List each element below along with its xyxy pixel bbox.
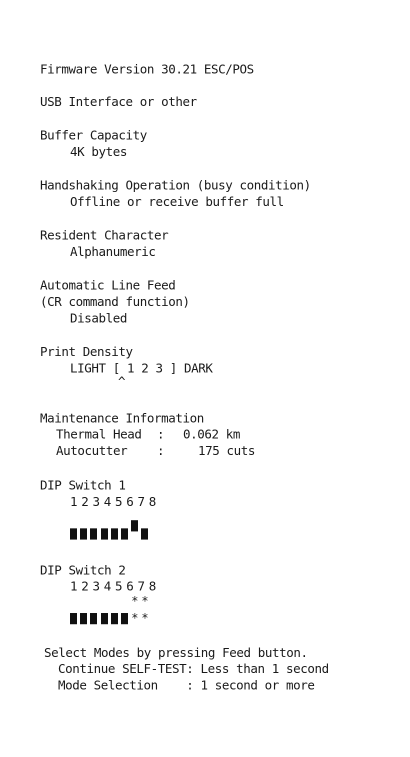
density-marker: ^ <box>118 373 126 389</box>
dip1-title: DIP Switch 1 <box>40 477 126 493</box>
maintenance-title: Maintenance Information <box>40 410 204 426</box>
handshaking-title: Handshaking Operation (busy condition) <box>40 177 311 193</box>
dip1-switch-4-off <box>101 528 108 539</box>
footer-line-1: Select Modes by pressing Feed button. <box>44 644 308 660</box>
dip2-numbers: 1 2 3 4 5 6 7 8 <box>70 578 155 594</box>
dip2-mark-5 <box>111 596 118 607</box>
dip1-switch-1-off <box>70 528 77 539</box>
dip2-switch-1-off <box>70 613 77 624</box>
maint-row-value: 0.062 km <box>183 426 241 442</box>
dip2-mark-1 <box>70 596 77 607</box>
buffer-title: Buffer Capacity <box>40 127 147 143</box>
dip2-switch-5-off <box>111 613 118 624</box>
dip2-mark-7: * <box>131 593 139 608</box>
maint-row-label: Thermal Head <box>56 426 142 442</box>
dip2-switch-7-star: * <box>131 610 139 626</box>
dip1-switch-5-off <box>111 528 118 539</box>
resident-title: Resident Character <box>40 227 169 243</box>
dip2-mark-8: * <box>141 593 149 608</box>
maint-row-value: 175 cuts <box>198 442 256 458</box>
dip2-switch-3-off <box>90 613 97 624</box>
density-scale: LIGHT [ 1 2 3 ] DARK <box>70 360 213 376</box>
dip2-switch-8-star: * <box>141 610 149 626</box>
dip2-switch-2-off <box>80 613 87 624</box>
dip2-switch-6-off <box>121 613 128 624</box>
resident-value: Alphanumeric <box>70 243 156 260</box>
dip2-switch-4-off <box>101 613 108 624</box>
dip2-marks <box>70 593 152 608</box>
buffer-value: 4K bytes <box>70 143 128 160</box>
dip2-mark-6 <box>121 596 128 607</box>
dip1-switch-6-off <box>121 528 128 539</box>
dip1-numbers: 1 2 3 4 5 6 7 8 <box>70 493 155 509</box>
interface-type: USB Interface or other <box>40 93 197 110</box>
dip2-mark-3 <box>90 596 97 607</box>
dip1-switch-2-off <box>80 528 87 539</box>
maint-row-label: Autocutter <box>56 442 128 458</box>
dip1-switch-8-off <box>141 528 148 539</box>
dip2-mark-2 <box>80 596 87 607</box>
dip1-switch-7-on <box>131 520 138 531</box>
footer-line-3: Mode Selection : 1 second or more <box>58 677 315 693</box>
dip1-switch-states <box>70 528 152 539</box>
autolf-title: Automatic Line Feed <box>40 277 176 293</box>
maint-row-sep: : <box>157 426 165 442</box>
maint-row-sep: : <box>157 442 165 458</box>
handshaking-value: Offline or receive buffer full <box>70 193 284 210</box>
density-title: Print Density <box>40 343 133 360</box>
autolf-value: Disabled <box>70 310 128 326</box>
dip2-switch-states <box>70 610 152 626</box>
dip2-title: DIP Switch 2 <box>40 562 126 578</box>
autolf-subtitle: (CR command function) <box>40 293 190 310</box>
firmware-version: Firmware Version 30.21 ESC/POS <box>40 61 254 77</box>
dip2-mark-4 <box>101 596 108 607</box>
footer-line-2: Continue SELF-TEST: Less than 1 second <box>58 660 329 677</box>
dip1-switch-3-off <box>90 528 97 539</box>
